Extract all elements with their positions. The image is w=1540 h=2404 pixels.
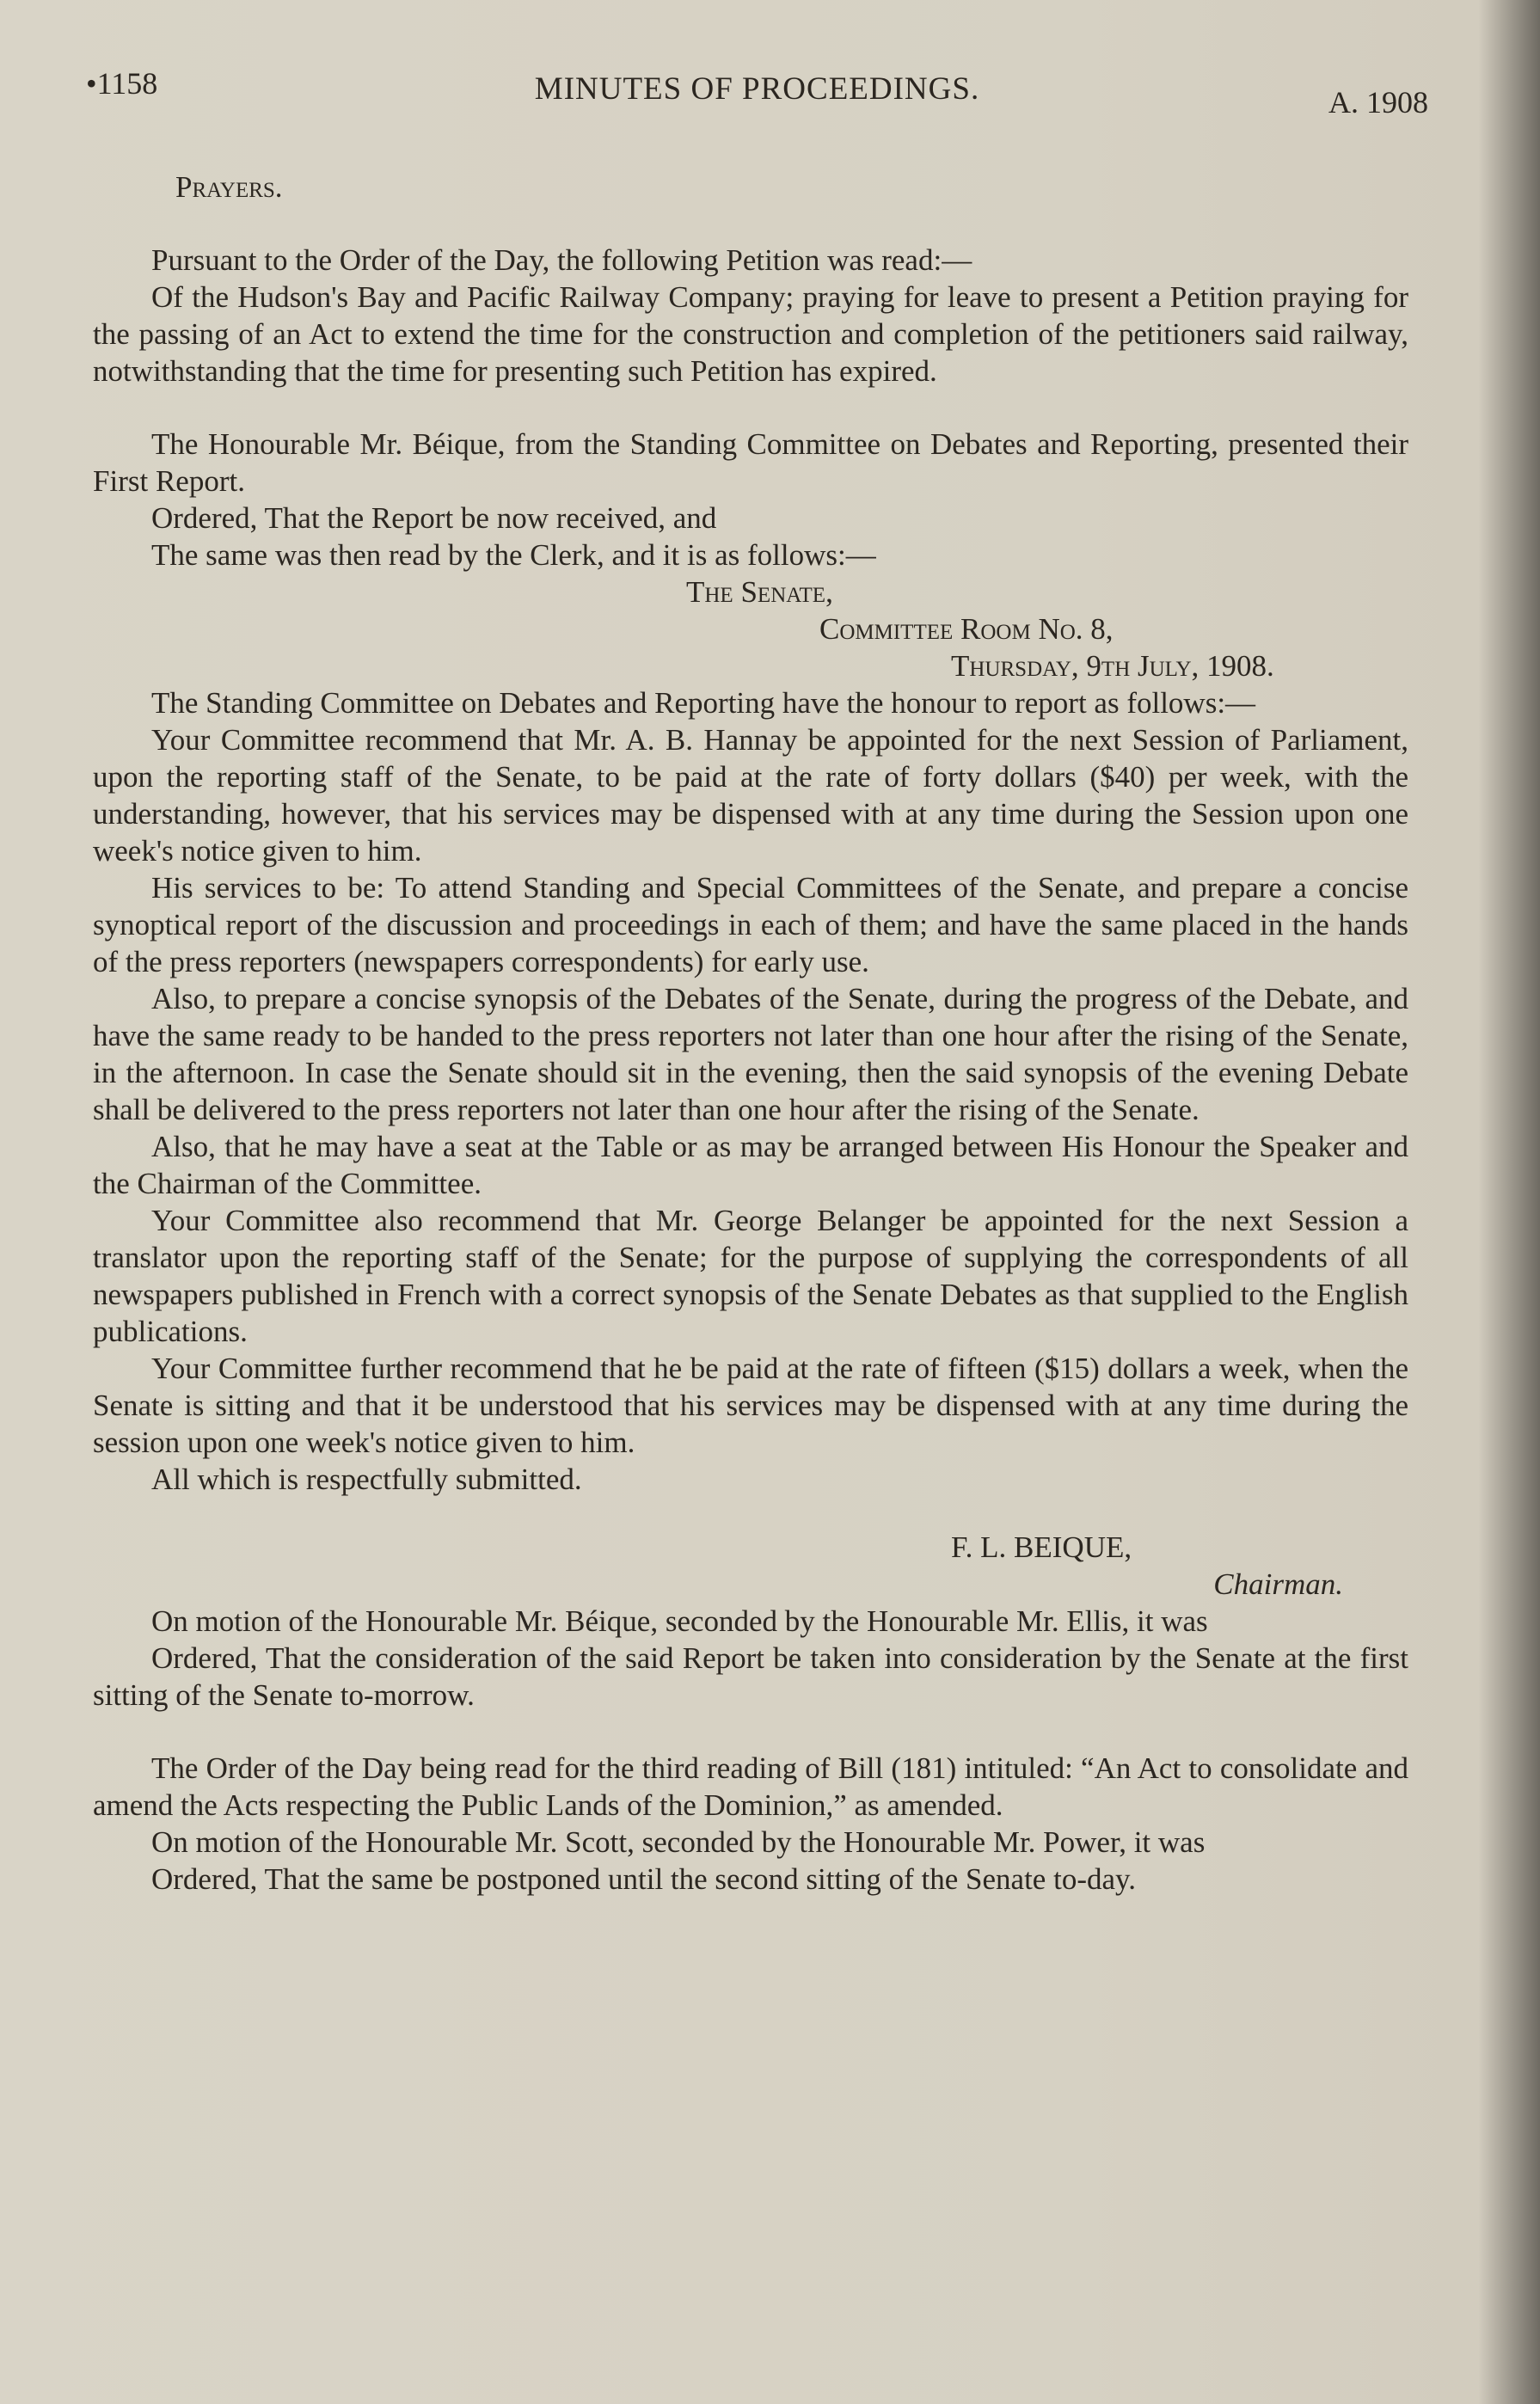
report-paragraph: His services to be: To attend Standing and Special Committees of the Senate, and prepare a concise synoptical report of the discussion and proceedings in each of them; and have the same placed in the hands of the press reporters (newspapers correspondents) for early use. bbox=[93, 871, 1408, 978]
session-year: A. 1908 bbox=[1328, 85, 1428, 120]
ordered-paragraph: Ordered, That the same be postponed until the second sitting of the Senate to-day. bbox=[151, 1862, 1136, 1896]
motion-paragraph: On motion of the Honourable Mr. Béique, seconded by the Honourable Mr. Ellis, it was bbox=[151, 1604, 1208, 1638]
report-paragraph: Your Committee recommend that Mr. A. B. Hannay be appointed for the next Session of Parliament, upon the reporting staff of the Senate, to be paid at the rate of forty dollars ($40) per week, with the understanding, however, that his services may be dispensed with at any time during the Session upon one week's notice given to him. bbox=[93, 723, 1408, 868]
report-paragraph: Your Committee also recommend that Mr. George Belanger be appointed for the next Session a translator upon the reporting staff of the Senate; for the purpose of supplying the correspondents of all newspapers published in French with a correct synopsis of the Senate Debates as that supplied to the English publications. bbox=[93, 1204, 1408, 1348]
ordered-received: Ordered, That the Report be now received, and bbox=[151, 501, 717, 535]
report-paragraph: Also, that he may have a seat at the Table or as may be arranged between His Honour the Speaker and the Chairman of the Committee. bbox=[93, 1130, 1408, 1200]
report-heading-room: Committee Room No. 8, bbox=[819, 612, 1114, 646]
report-paragraph: Your Committee further recommend that he be paid at the rate of fifteen ($15) dollars a week, when the Senate is sitting and that it be understood that his services may be dispensed with at any time during the session upon one week's notice given to him. bbox=[93, 1352, 1408, 1459]
running-title: MINUTES OF PROCEEDINGS. bbox=[534, 71, 980, 107]
chairman-signature: F. L. BEIQUE, bbox=[951, 1530, 1132, 1564]
report-paragraph: The Standing Committee on Debates and Reporting have the honour to report as follows:— bbox=[151, 686, 1256, 720]
read-by-clerk: The same was then read by the Clerk, and it is as follows:— bbox=[151, 538, 876, 572]
order-of-day-paragraph: The Order of the Day being read for the third reading of Bill (181) intituled: “An Act to consolidate and amend the Acts respecting the Public Lands of the Dominion,” as amended. bbox=[93, 1751, 1408, 1822]
petition-text: Of the Hudson's Bay and Pacific Railway Company; praying for leave to present a Petition praying for the passing of an Act to extend the time for the construction and completion of the petitioners said railway, notwithstanding that the time for presenting such Petition has expired. bbox=[93, 280, 1408, 388]
ordered-paragraph: Ordered, That the consideration of the said Report be taken into consideration by the Senate at the first sitting of the Senate to-morrow. bbox=[93, 1641, 1408, 1712]
petition-intro: Pursuant to the Order of the Day, the following Petition was read:— bbox=[151, 243, 972, 277]
report-heading-date: Thursday, 9th July, 1908. bbox=[951, 649, 1274, 683]
motion-paragraph: On motion of the Honourable Mr. Scott, seconded by the Honourable Mr. Power, it was bbox=[151, 1825, 1206, 1859]
submitted-line: All which is respectfully submitted. bbox=[151, 1463, 582, 1496]
page-header bbox=[86, 65, 1428, 120]
report-paragraph: Also, to prepare a concise synopsis of the Debates of the Senate, during the progress of the Debate, and have the same ready to be handed to the press reporters not later than one hour after the rising of the Senate, in the afternoon. In case the Senate should sit in the evening, then the said synopsis of the evening Debate shall be delivered to the press reporters not later than one hour after the rising of the Senate. bbox=[93, 982, 1408, 1126]
prayers-heading: Prayers. bbox=[175, 170, 283, 204]
chairman-title: Chairman. bbox=[1213, 1567, 1343, 1601]
report-heading-senate: The Senate, bbox=[686, 575, 833, 609]
page-number: •1158 bbox=[86, 66, 158, 101]
report-intro: The Honourable Mr. Béique, from the Standing Committee on Debates and Reporting, presented their First Report. bbox=[93, 427, 1408, 498]
document-body bbox=[93, 169, 1408, 1898]
